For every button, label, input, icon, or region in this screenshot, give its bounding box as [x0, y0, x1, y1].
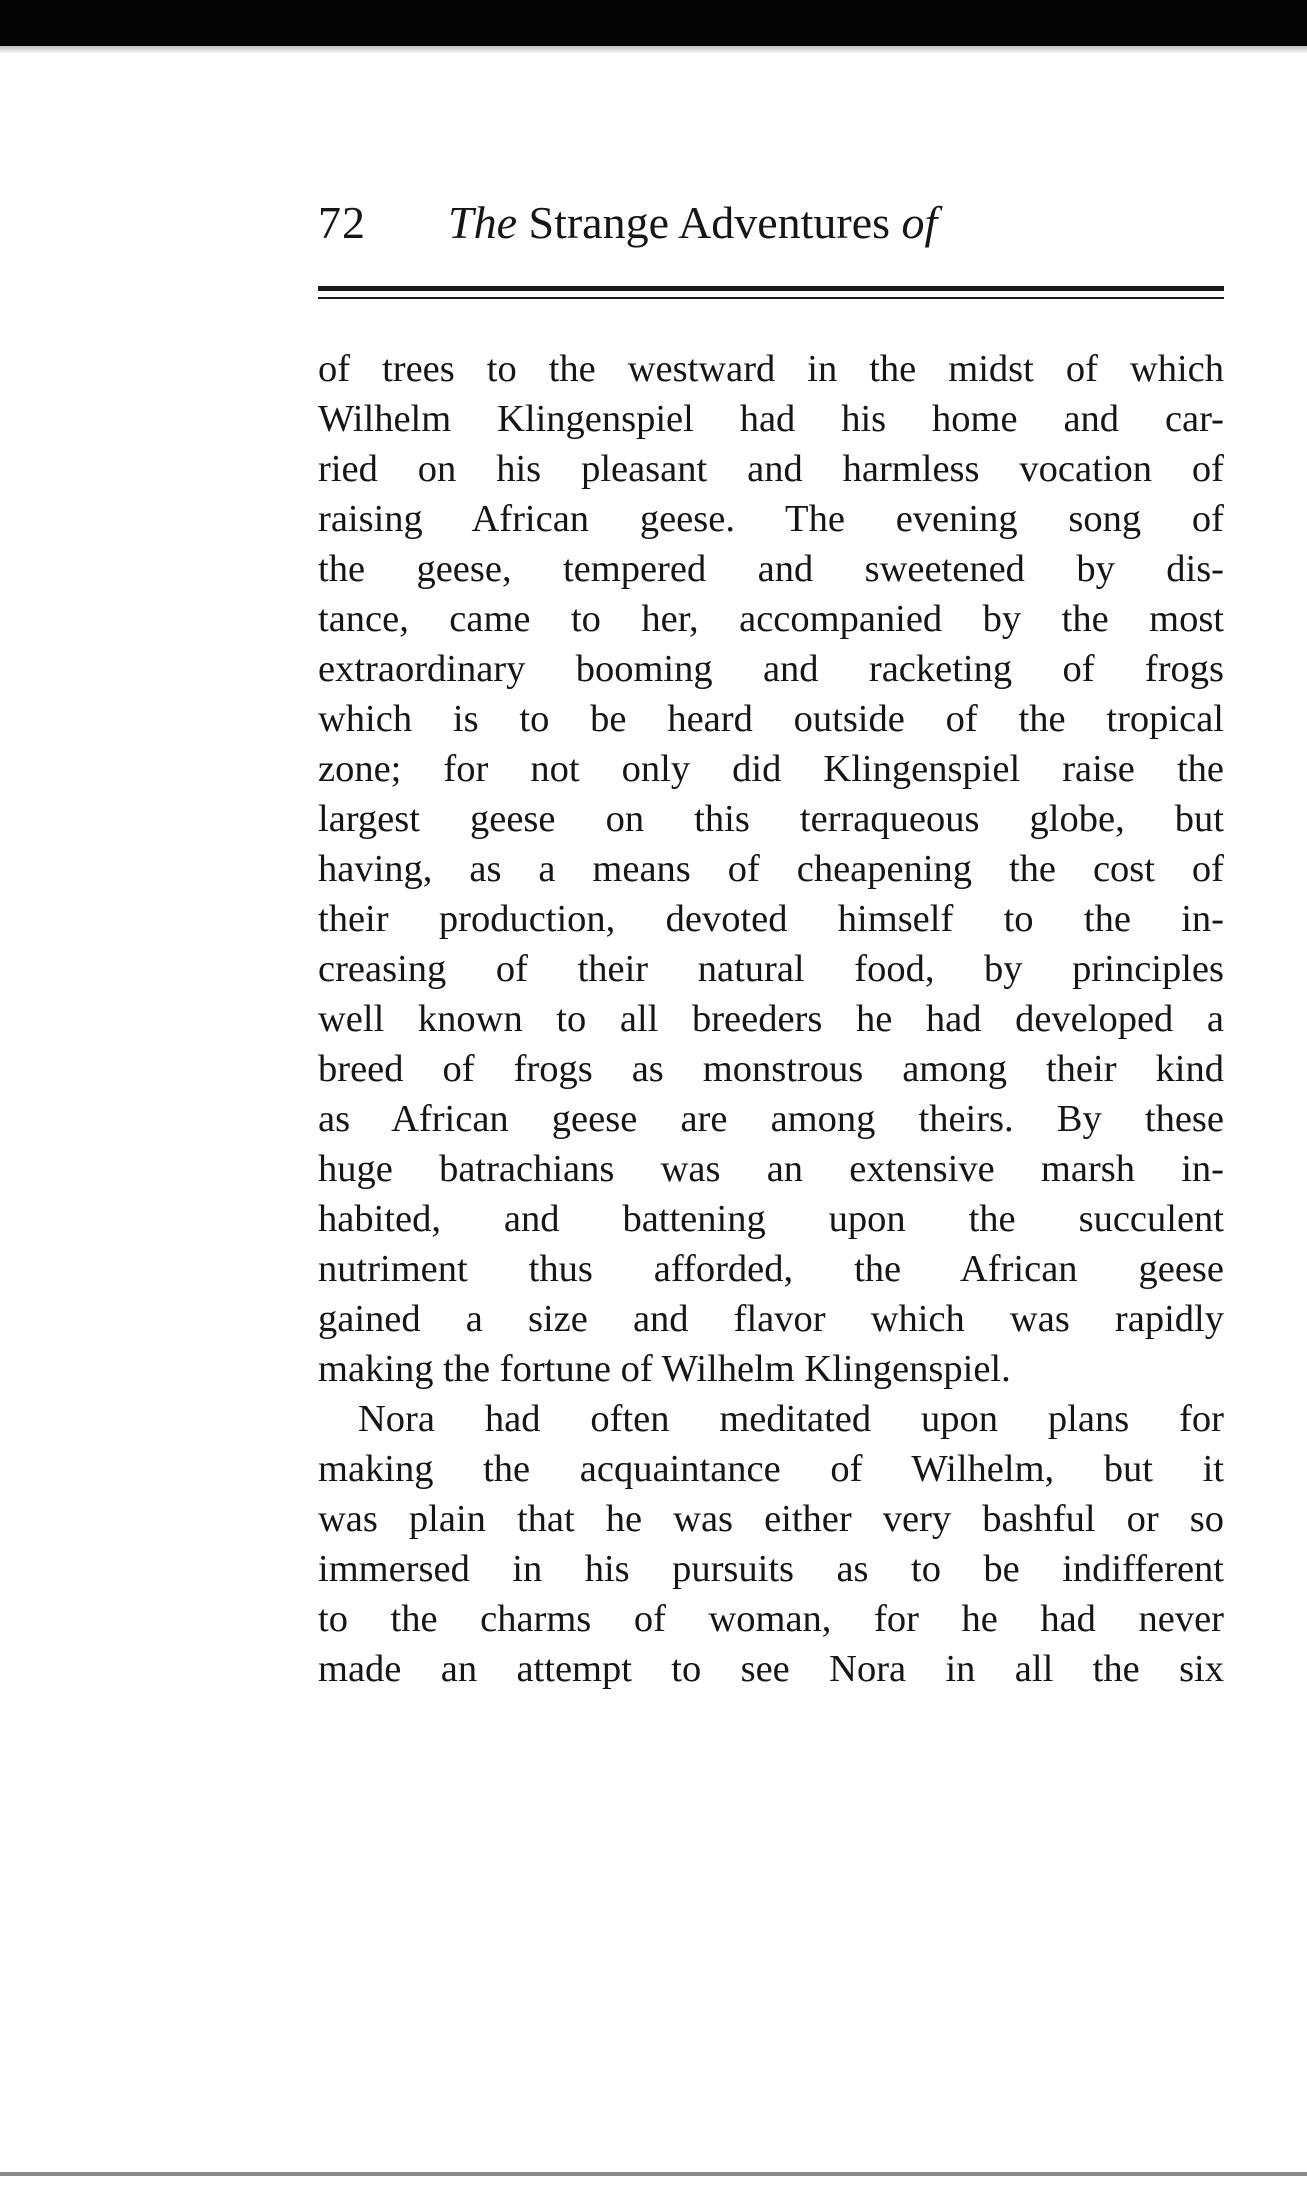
text-line: largest geese on this terraqueous globe, but — [318, 798, 1224, 840]
text-line: zone; for not only did Klingenspiel raise the — [318, 748, 1224, 790]
running-head-the: The — [448, 197, 517, 248]
page-number: 72 — [318, 197, 366, 248]
text-line: Wilhelm Klingenspiel had his home and car- — [318, 398, 1224, 440]
text-line: of trees to the westward in the midst of which — [318, 348, 1224, 390]
text-line: their production, devoted himself to the in- — [318, 898, 1224, 940]
text-line: raising African geese. The evening song of — [318, 498, 1224, 540]
text-line: gained a size and flavor which was rapidly — [318, 1298, 1224, 1340]
text-line: immersed in his pursuits as to be indifferent — [318, 1548, 1224, 1590]
text-line: habited, and battening upon the succulent — [318, 1198, 1224, 1240]
text-line: the geese, tempered and sweetened by dis- — [318, 548, 1224, 590]
text-line: as African geese are among theirs. By these — [318, 1098, 1224, 1140]
text-line: having, as a means of cheapening the cost of — [318, 848, 1224, 890]
header-rule-thick — [318, 286, 1224, 291]
text-line: huge batrachians was an extensive marsh in- — [318, 1148, 1224, 1190]
text-line: ried on his pleasant and harmless vocation of — [318, 448, 1224, 490]
text-line: tance, came to her, accompanied by the most — [318, 598, 1224, 640]
text-line: creasing of their natural food, by principles — [318, 948, 1224, 990]
text-line: made an attempt to see Nora in all the six — [318, 1648, 1224, 1690]
scan-top-shadow — [0, 46, 1307, 54]
running-head-title: Strange Adventures — [528, 197, 891, 248]
page-header — [318, 188, 1224, 258]
paragraph-first-line: Nora had often meditated upon plans for — [358, 1398, 1224, 1440]
text-line: to the charms of woman, for he had never — [318, 1598, 1224, 1640]
text-line: well known to all breeders he had developed a — [318, 998, 1224, 1040]
running-head-of: of — [901, 197, 938, 248]
scan-top-border — [0, 0, 1307, 46]
text-line: breed of frogs as monstrous among their kind — [318, 1048, 1224, 1090]
body-text — [318, 344, 1224, 1694]
text-line: was plain that he was either very bashful or so — [318, 1498, 1224, 1540]
header-rule-thin — [318, 297, 1224, 299]
text-line: nutriment thus afforded, the African geese — [318, 1248, 1224, 1290]
text-line: which is to be heard outside of the tropical — [318, 698, 1224, 740]
paragraph-last-line: making the fortune of Wilhelm Klingenspiel. — [318, 1348, 1011, 1390]
running-head — [448, 188, 937, 258]
text-line: making the acquaintance of Wilhelm, but it — [318, 1448, 1224, 1490]
scan-bottom-border — [0, 2172, 1307, 2176]
text-line: extraordinary booming and racketing of frogs — [318, 648, 1224, 690]
